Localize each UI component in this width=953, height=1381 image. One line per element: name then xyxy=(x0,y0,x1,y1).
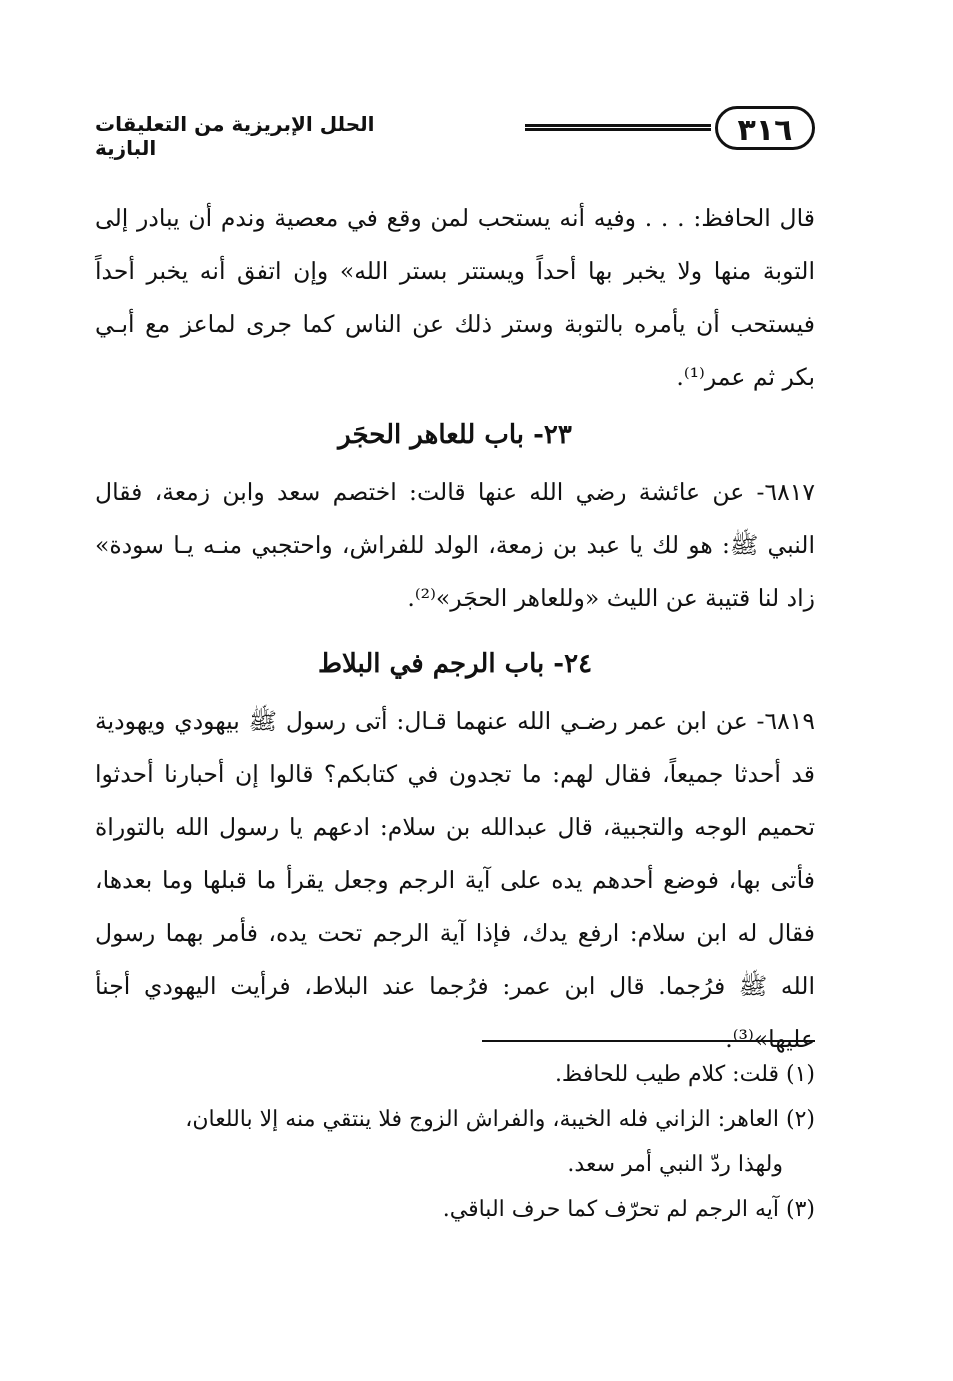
running-title: الحلل الإبريزية من التعليقات البازية xyxy=(95,112,375,160)
footnote-1: (١) قلت: كلام طيب للحافظ. xyxy=(554,1062,815,1087)
footnotes xyxy=(95,1052,815,1232)
main-text xyxy=(95,192,815,1066)
hadith-6817: ٦٨١٧- عن عائشة رضي الله عنها قالت: اختصم سعد وابن زمعة، فقال النبي ﷺ: هو لك يا عبد بن زمعة، الولد للفراش، واحتجبي منـه يـا سودة» زاد لنا قتيبة عن الليث «وللعاهر الحجَر»⁽²⁾. xyxy=(95,478,815,612)
footnote-2-continuation: ولهذا ردّ النبي أمر سعد. xyxy=(567,1152,783,1177)
page-number: ٣١٦ xyxy=(715,106,815,150)
header-rule xyxy=(525,124,711,131)
footnote-2: (٢) العاهر: الزاني فله الخيبة، والفراش الزوج فلا ينتقي منه إلا باللعان، xyxy=(185,1107,815,1132)
section-heading-24: ٢٤- باب الرجم في البلاط xyxy=(317,649,593,679)
footnote-separator xyxy=(482,1040,815,1042)
page-header xyxy=(95,100,815,164)
section-heading-23: ٢٣- باب للعاهر الحجَر xyxy=(338,420,572,450)
paragraph-hafiz-comment: قال الحافظ: . . . وفيه أنه يستحب لمن وقع في معصية وندم أن يبادر إلى التوبة منها ولا يخبر بها أحداً ويستتر بستر الله» وإن اتفق أنه يخبر أحداً فيستحب أن يأمره بالتوبة وستر ذلك عن الناس كما جرى لماعز مع أبـي بكر ثم عمر⁽¹⁾. xyxy=(95,204,815,391)
hadith-6819: ٦٨١٩- عن ابن عمر رضـي الله عنهما قـال: أتى رسول ﷺ بيهودي ويهودية قد أحدثا جميعاً، فقال لهم: ما تجدون في كتابكم؟ قالوا إن أحبارنا أحدثوا تحميم الوجه والتجبية، قال عبدالله بن سلام: ادعهم يا رسول الله بالتوراة فأتى بها، فوضع أحدهم يده على آية الرجم وجعل يقرأ ما قبلها وما بعدها، فقال له ابن سلام: ارفع يدك، فإذا آية الرجم تحت يده، فأمر بهما رسول الله ﷺ فرُجما. قال ابن عمر: فرُجما عند البلاط، فرأيت اليهودي أجنأ عليها»⁽³⁾. xyxy=(95,707,815,1053)
footnote-3: (٣) آيه الرجم لم تحرّف كما حرف الباقي. xyxy=(442,1197,815,1222)
